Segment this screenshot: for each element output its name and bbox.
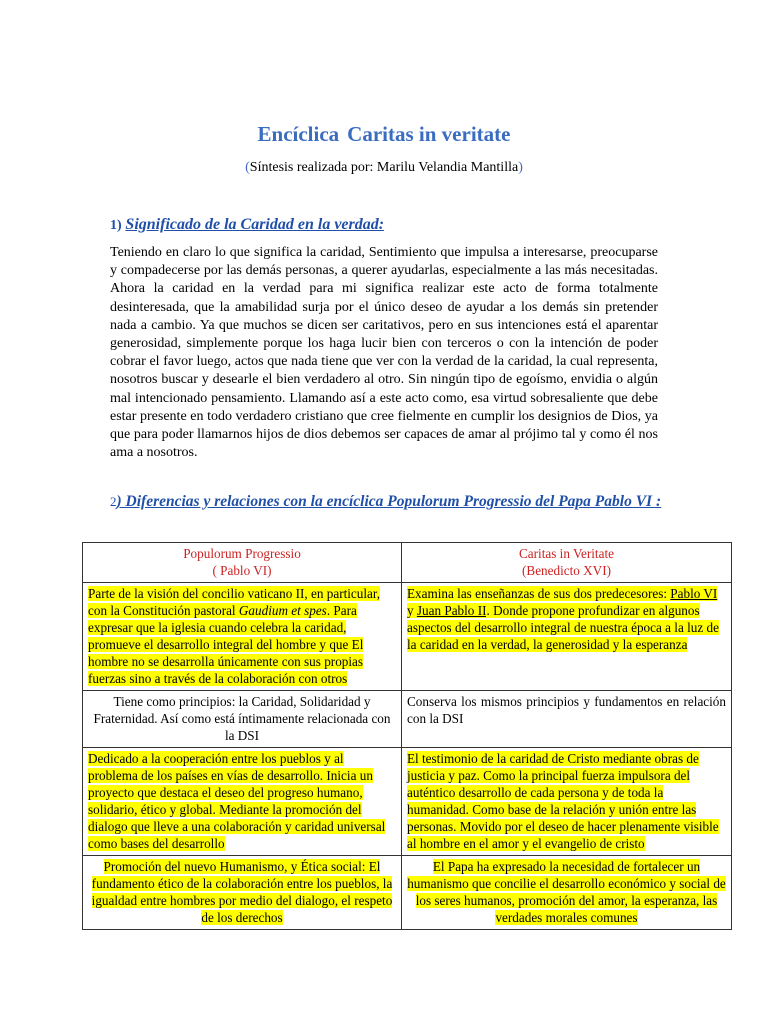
document-title: [0, 122, 768, 147]
row2-right-cell: [402, 691, 732, 748]
row1-left-cell: [83, 583, 402, 691]
row1-right-cell: [402, 583, 732, 691]
header-right-title: Caritas in Veritate: [519, 546, 614, 561]
title-part1: Encíclica: [257, 122, 340, 146]
table-header-row: [83, 543, 732, 583]
header-left-sub: ( Pablo VI): [212, 563, 272, 578]
row3-right-text: El testimonio de la caridad de Cristo mediante obras de justicia y paz. Como la principal fuerza impulsora del auténtico desarrollo de cada persona y de toda la humanidad. Como base de la relación y unión entre las personas. Movido por el deseo de hacer plenamente visible al hombre en el amor y el evangelio de cristo: [407, 751, 719, 851]
row3-left-text: Dedicado a la cooperación entre los pueblos y al problema de los países en vías de desarrollo. Inicia un proyecto que destaca el deseo del progreso humano, solidario, ético y global. Mediante la promoción del dialogo que lleve a una colaboración y caridad universal como bases del desarrollo: [88, 751, 386, 851]
table-row: [83, 583, 732, 691]
table-row: [83, 748, 732, 856]
row1-right-text-b: . Donde propone profundizar en algunos aspectos del desarrollo integral de nuestra época a la luz de la caridad en la verdad, la generosidad y la esperanza: [407, 603, 719, 652]
title-part2: Caritas in veritate: [347, 122, 511, 146]
section1-heading: [110, 216, 384, 234]
row1-left-text-a: Parte de la visión del concilio vaticano II, en particular, con la Constitución pastoral: [88, 586, 381, 618]
row1-left-text-b: . Para expresar que la iglesia cuando celebra la caridad, promueve el desarrollo integral del hombre y que El hombre no se desarrolla únicamente con sus propias fuerzas sino a través de la colaboración con otros: [88, 603, 364, 686]
row3-left-cell: [83, 748, 402, 856]
row4-right-text: El Papa ha expresado la necesidad de fortalecer un humanismo que concilie el desarrollo económico y social de los seres humanos, promoción del amor, la esperanza, las verdades morales comunes: [407, 859, 726, 925]
pablo-vi-link[interactable]: Pablo VI: [670, 586, 718, 601]
header-left-title: Populorum Progressio: [183, 546, 301, 561]
row3-right-cell: [402, 748, 732, 856]
row2-right-text: Conserva los mismos principios y fundamentos en relación con la DSI: [407, 694, 726, 726]
section2-heading-text: ) Diferencias y relaciones con la encíclica Populorum Progressio del Papa Pablo VI :: [116, 493, 662, 510]
row4-right-cell: [402, 856, 732, 930]
subtitle-text: Síntesis realizada por: Marilu Velandia Mantilla: [249, 160, 519, 175]
section1-number: 1): [110, 218, 122, 233]
row4-left-text: Promoción del nuevo Humanismo, y Ética social: El fundamento ético de la colaboración entre los pueblos, la igualdad entre hombres por medio del dialogo, el respeto de los derechos: [91, 859, 393, 925]
document-subtitle: (Síntesis realizada por: Marilu Velandia Mantilla): [245, 160, 523, 175]
row1-right-and: y: [407, 603, 417, 618]
section1-heading-text: Significado de la Caridad en la verdad:: [125, 216, 385, 233]
row4-left-cell: [83, 856, 402, 930]
table-row: [83, 691, 732, 748]
table-header-right: [402, 543, 732, 583]
row2-left-cell: [83, 691, 402, 748]
header-right-sub: (Benedicto XVI): [522, 563, 611, 578]
comparison-table: [82, 542, 732, 930]
juan-pablo-ii-link[interactable]: Juan Pablo II: [416, 603, 487, 618]
table-header-left: [83, 543, 402, 583]
row1-right-text-a: Examina las enseñanzas de sus dos predecesores:: [407, 586, 671, 601]
section1-paragraph: Teniendo en claro lo que significa la caridad, Sentimiento que impulsa a interesarse, preocuparse y compadecerse por las demás personas, a querer ayudarlas, especialmente a las más necesitadas. Ahora la caridad en la verdad para mi significa realizar este acto de forma totalmente desinteresada, que la amabilidad surja por el único deseo de ayudar a los demás sin pretender nada a cambio. Ya que muchos se dicen ser caritativos, pero en sus intenciones está el aparentar generosidad, simplemente porque los haga lucir bien con terceros o con la intención de poder cobrar el favor luego, actos que nada tiene que ver con la verdad de la caridad, la cual representa, nosotros buscar y desearle el bien verdadero al otro. Sin ningún tipo de egoísmo, envidia o algún mal intencionado pensamiento. Llamando así a este acto como, esa virtud sobresaliente que debe estar presente en todo verdadero cristiano que cree fielmente en cumplir los designios de Dios, ya que para poder llamarnos hijos de dios debemos ser capaces de amar al prójimo tal y como él nos ama a nosotros.: [110, 245, 658, 461]
section2-heading: [110, 491, 670, 512]
row2-left-text: Tiene como principios: la Caridad, Solidaridad y Fraternidad. Así como está íntimamente relacionada con la DSI: [93, 694, 391, 743]
row1-left-italic: Gaudium et spes: [238, 603, 327, 618]
table-row: [83, 856, 732, 930]
section2-number: 2: [110, 494, 117, 509]
